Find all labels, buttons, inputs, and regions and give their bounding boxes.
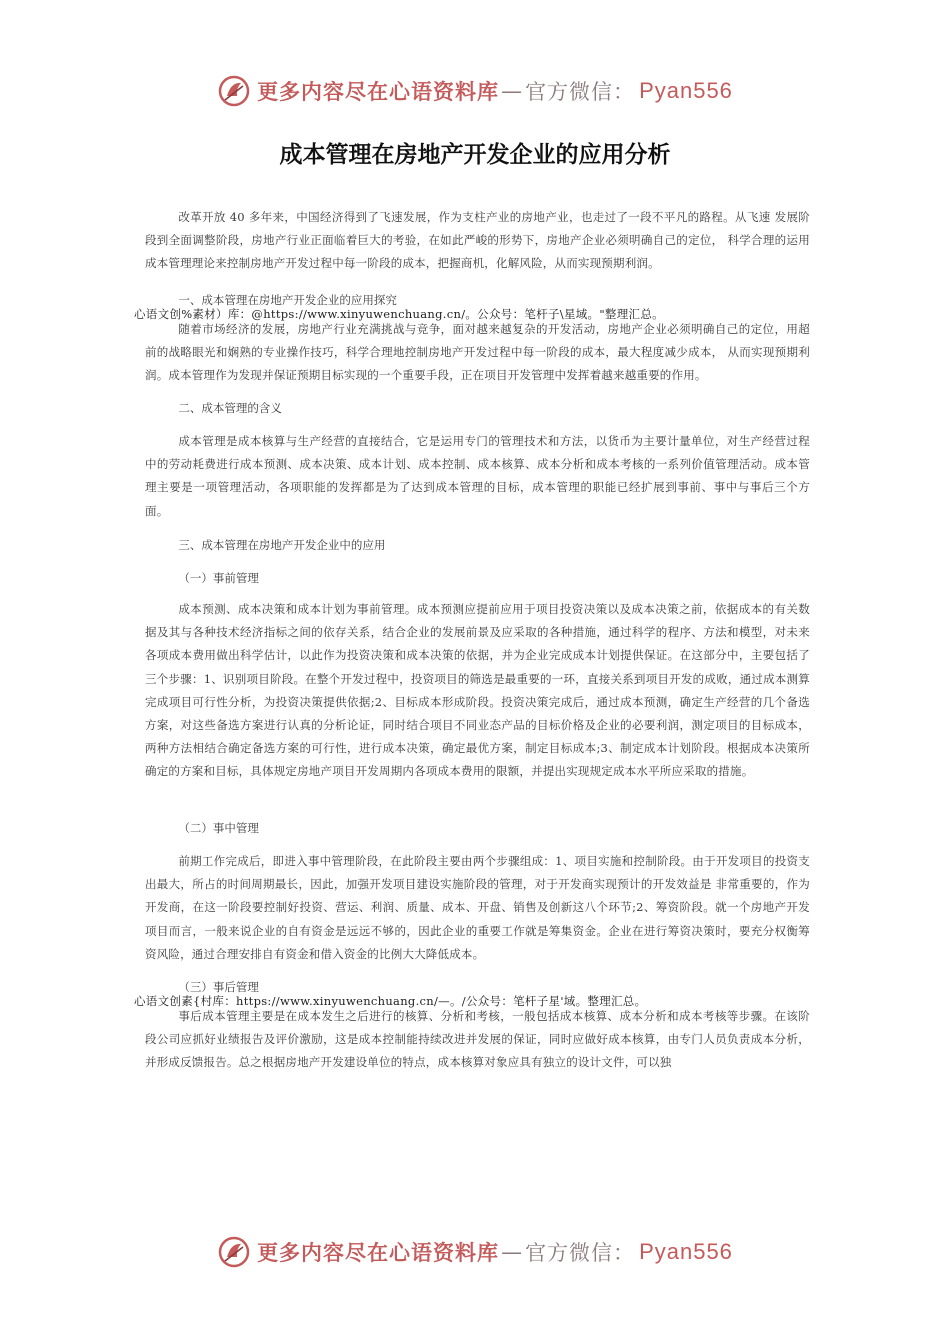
section3-sub3-paragraph: 事后成本管理主要是在成本发生之后进行的核算、分析和考核，一般包括成本核算、成本分析和成本考核等步骤。在该阶段公司应抓好业绩报告及评价激励，这是成本控制能持续改进并发展的保证，同时应做好成本核算，由专门人员负责成本分析，并形成反馈报告。总之根据房地产开发建设单位的特点，成本核算对象应具有独立的设计文件，可以独 xyxy=(145,1009,810,1070)
section3-heading: 三、成本管理在房地产开发企业中的应用 xyxy=(178,538,386,552)
section3-sub1-paragraph: 成本预测、成本决策和成本计划为事前管理。成本预测应提前应用于项目投资决策以及成本决策之前，依据成本的有关数据及其与各种技术经济指标之间的依存关系，结合企业的发展前景及应采取的各种措施，通过科学的程序、方法和模型，对未来各项成本费用做出科学估计，以此作为投资决策和成本决策的依据，并为企业完成成本计划提供保证。在这部分中，主要包括了三个步骤：1、识别项目阶段。在整个开发过程中，投资项目的筛选是最重要的一环，直接关系到项目开发的成败，通过成本测算完成项目可行性分析，为投资决策提供依据;2、目标成本形成阶段。投资决策完成后，通过成本预测，确定生产经营的几个备选方案，对这些备选方案进行认真的分析论证，同时结合项目不同业态产品的目标价格及企业的必要利润，测定项目的目标成本，两种方法相结合确定备选方案的可行性，进行成本决策，确定最优方案，制定目标成本;3、制定成本计划阶段。根据成本决策所确定的方案和目标，具体规定房地产项目开发周期内各项成本费用的限额，并提出实现规定成本水平所应采取的措施。 xyxy=(145,602,810,779)
brand-logo-icon xyxy=(217,74,251,108)
banner-prefix: 更多内容尽在心语资料库 xyxy=(257,1241,500,1265)
banner-prefix: 更多内容尽在心语资料库 xyxy=(257,80,500,104)
intro-paragraph: 改革开放 40 多年来，中国经济得到了飞速发展，作为支柱产业的房地产业，也走过了一段不平凡的路程。从飞速 发展阶段到全面调整阶段，房地产行业正面临着巨大的考验，在如此严峻的形势下，房地产企业必须明确自己的定位， 科学合理的运用成本管理理论来控制房地产开发过程中每一阶段的成本，把握商机，化解风险，从而实现预期利润。 xyxy=(145,210,810,271)
banner-dash: — xyxy=(501,79,524,103)
banner-dash: — xyxy=(501,1240,524,1264)
brand-logo-icon xyxy=(217,1235,251,1269)
section2-paragraph: 成本管理是成本核算与生产经营的直接结合，它是运用专门的管理技术和方法，以货币为主要计量单位，对生产经营过程中的劳动耗费进行成本预测、成本决策、成本计划、成本控制、成本核算、成本分析和成本考核的一系列价值管理活动。成本管理主要是一项管理活动，各项职能的发挥都是为了达到成本管理的目标，成本管理的职能已经扩展到事前、事中与事后三个方面。 xyxy=(145,434,810,518)
section3-sub2-paragraph: 前期工作完成后，即进入事中管理阶段，在此阶段主要由两个步骤组成：1、项目实施和控制阶段。由于开发项目的投资支出最大，所占的时间周期最长，因此，加强开发项目建设实施阶段的管理，对于开发商实现预计的开发效益是 非常重要的，作为开发商，在这一阶段要控制好投资、营运、利润、质量、成本、开盘、销售及创新这八个环节;2、筹资阶段。就一个房地产开发项目而言，一般来说企业的自有资金是远远不够的，因此企业的重要工作就是筹集资金。企业在进行筹资决策时，要充分权衡筹资风险，通过合理安排自有资金和借入资金的比例大大降低成本。 xyxy=(145,854,810,961)
banner-wechat-id: Pyan556 xyxy=(639,1239,733,1264)
header-banner xyxy=(0,74,950,108)
section3-sub2-heading: （二）事中管理 xyxy=(178,821,259,835)
watermark-text-2: 心语文创素{村库：https://www.xinyuwenchuang.cn/—。/公众号：笔杆子星'域。整理汇总。 xyxy=(134,994,647,1008)
banner-wechat-id: Pyan556 xyxy=(639,78,733,103)
section1-heading: 一、成本管理在房地产开发企业的应用探究 xyxy=(178,293,397,307)
document-title: 成本管理在房地产开发企业的应用分析 xyxy=(279,142,671,168)
footer-banner xyxy=(0,1235,950,1269)
banner-official: 官方微信： xyxy=(525,1241,636,1265)
section3-sub1-heading: （一）事前管理 xyxy=(178,571,259,585)
banner-official: 官方微信： xyxy=(525,80,636,104)
watermark-text-1: 心语文创%素材）库：@https://www.xinyuwenchuang.cn/。公众号：笔杆子\星域。"整理汇总。 xyxy=(134,307,664,321)
section1-paragraph: 随着市场经济的发展，房地产行业充满挑战与竞争，面对越来越复杂的开发活动，房地产企业必须明确自己的定位，用超前的战略眼光和娴熟的专业操作技巧，科学合理地控制房地产开发过程中每一阶段的成本，最大程度减少成本， 从而实现预期利润。成本管理作为发现并保证预期目标实现的一个重要手段，正在项目开发管理中发挥着越来越重要的作用。 xyxy=(145,322,810,383)
section3-sub3-heading: （三）事后管理 xyxy=(178,980,259,994)
section2-heading: 二、成本管理的含义 xyxy=(178,401,282,415)
